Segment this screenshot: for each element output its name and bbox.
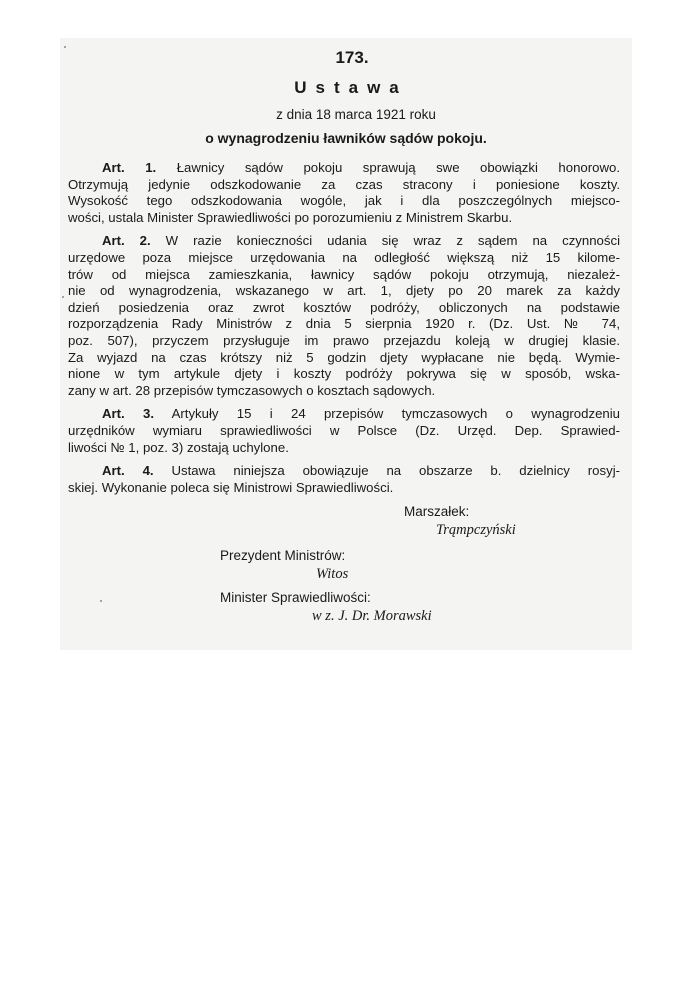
signature-marshal <box>404 503 516 539</box>
article-label: Art. 3. <box>102 406 155 422</box>
article-line: poz. 507), przyczem przysługuje im prawo przejazdu koleją w drugiej klasie. <box>68 332 620 348</box>
signature-role: Minister Sprawiedliwości: <box>220 590 371 606</box>
article-line: dzień posiedzenia oraz zwrot kosztów podróży, obliczonych na podstawie <box>68 299 620 315</box>
signature-role: Marszałek: <box>404 504 470 520</box>
article-line: zany w art. 28 przepisów tymczasowych o kosztach sądowych. <box>68 382 436 398</box>
article-line <box>68 233 620 250</box>
article-label: Art. 2. <box>102 233 151 249</box>
article-line: Za wyjazd na czas krótszy niż 5 godzin djety wypłacane nie będą. Wymie- <box>68 349 620 365</box>
article-line: nione w tym artykule djety i koszty podróży pokrywa się w sposób, wska- <box>68 366 620 382</box>
article-line: Wysokość tego odszkodowania wogóle, jak i dla poszczególnych miejsco- <box>68 193 620 209</box>
article-line: skiej. Wykonanie poleca się Ministrowi Sprawiedliwości. <box>68 479 394 495</box>
article-line <box>68 463 620 480</box>
signatures-block <box>68 503 620 633</box>
article-label: Art. 1. <box>102 160 157 175</box>
signature-role: Prezydent Ministrów: <box>220 548 346 564</box>
article-line: trów od miejsca zamieszkania, ławnicy sądów pokoju otrzymują, niezależ- <box>68 266 620 282</box>
article-line: nie od wynagrodzenia, wskazanego w art. 1, djety po 20 marek za każdy <box>68 283 620 299</box>
scan-speck <box>64 46 66 48</box>
signature-name: Trąmpczyński <box>436 522 516 539</box>
signature-prime-minister <box>220 547 348 583</box>
article-line <box>68 160 620 177</box>
article-1 <box>68 160 620 226</box>
page-number: 173. <box>335 48 369 67</box>
signature-name: w z. J. Dr. Morawski <box>312 608 432 625</box>
article-line: wości, ustala Minister Sprawiedliwości po porozumieniu z Ministrem Skarbu. <box>68 209 513 225</box>
article-line: urzędników wymiaru sprawiedliwości w Polsce (Dz. Urzęd. Dep. Sprawied- <box>68 422 620 438</box>
article-line: liwości № 1, poz. 3) zostają uchylone. <box>68 439 289 455</box>
document-content <box>68 48 620 633</box>
article-line: rozporządzenia Rady Ministrów z dnia 5 sierpnia 1920 r. (Dz. Ust. № 74, <box>68 316 620 332</box>
scan-speck <box>62 296 64 298</box>
signature-name: Witos <box>316 566 349 583</box>
article-4 <box>68 463 620 496</box>
document-type-heading: Ustawa <box>294 78 408 97</box>
article-line: Otrzymują jedynie odszkodowanie za czas stracony i poniesione koszty. <box>68 176 620 192</box>
document-subject: o wynagrodzeniu ławników sądów pokoju. <box>205 130 487 146</box>
article-label: Art. 4. <box>102 463 154 479</box>
document-date: z dnia 18 marca 1921 roku <box>276 107 436 122</box>
signature-justice-minister <box>220 589 432 625</box>
article-2 <box>68 233 620 399</box>
article-line: urzędowe poza miejsce urzędowania na odległość większą niż 15 kilome- <box>68 249 620 265</box>
article-line <box>68 406 620 423</box>
article-3 <box>68 406 620 456</box>
article-text: Artykuły 15 i 24 przepisów tymczasowych o wynagrodzeniu <box>171 406 621 422</box>
article-text: Ustawa niniejsza obowiązuje na obszarze b. dzielnicy rosyj- <box>171 463 621 479</box>
article-text: W razie konieczności udania się wraz z sądem na czynności <box>165 233 620 249</box>
article-text: Ławnicy sądów pokoju sprawują swe obowiązki honorowo. <box>176 160 620 175</box>
